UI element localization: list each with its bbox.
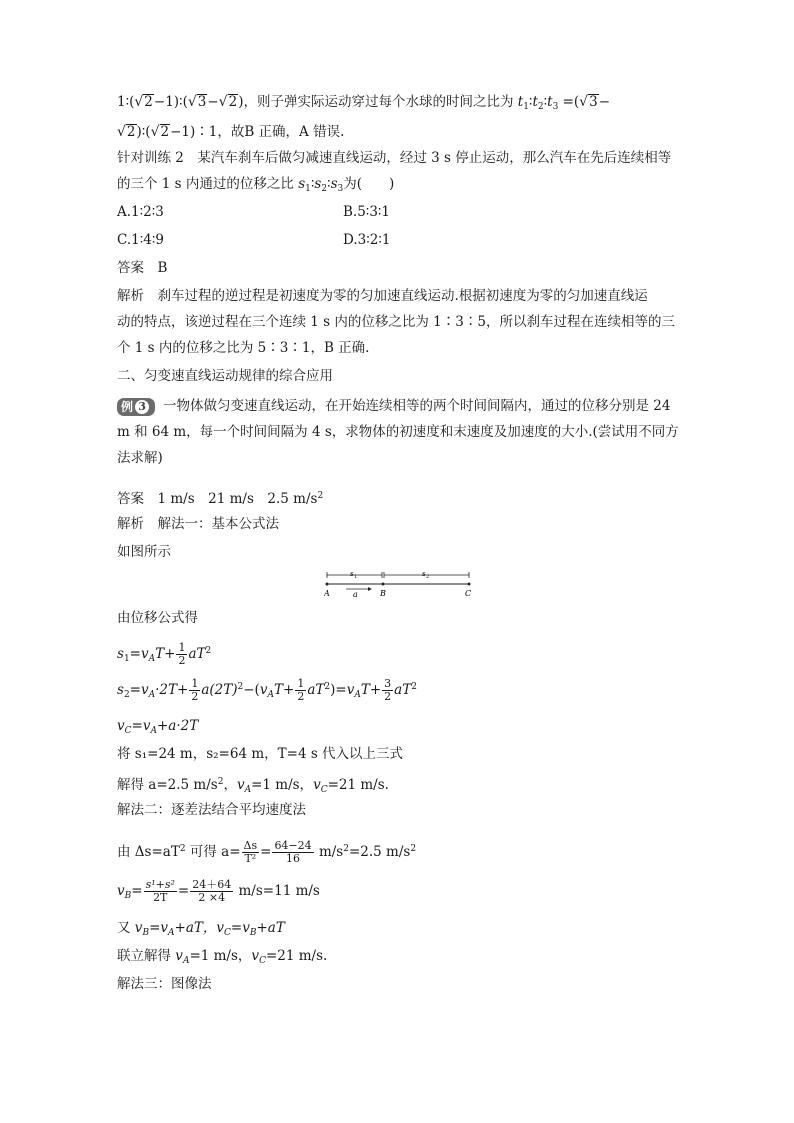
section-heading: 二、匀变速直线运动规律的综合应用 [117,368,333,384]
subscript: 3 [337,184,344,194]
sqrt-symbol: √ [150,124,160,140]
point-a [326,583,329,586]
equation-4: 由 $\Delta s=aT^2$ 可得 a= $\frac{\Delta s}{\text{T²}}$ = $\frac{64-24}{16}$ $m/s^2=2.5$ $m/s^2$ [117,839,417,865]
var: t [517,94,524,110]
sqrt-symbol: √ [134,94,144,110]
subscript: 2 [537,102,544,112]
option-c: C.1∶4∶9 [117,232,164,248]
text: − [207,94,219,110]
radicand: 3 [589,94,598,110]
method-3-heading: 解法三：图像法 [117,976,212,992]
example-line-2: m 和 64 m，每一个时间间隔为 4 s，求物体的初速度和末速度及加速度的大小.(尝试用不同方 [117,424,679,440]
equation-2: $s_2=v_A\cdot 2T+$ $\frac{1}{2}$ $a(2T)^2-(v_AT+$ $\frac{1}{2}$ $aT^2)=v_AT+$ $\frac{3}{2}$ $aT^2$ [117,677,417,703]
var: s [298,176,306,192]
text: 为( ) [343,176,395,192]
solve-2: 联立解得 $v_A=1$ m/s，$v_C=21$ m/s. [117,948,328,966]
subscript: 2 [321,184,328,194]
superscript: 2 [317,491,324,501]
answer-3 [117,486,323,509]
label-s1: s [350,570,354,578]
fraction: $\frac{1}{2}$ [178,641,186,667]
radicand: 2 [126,124,136,140]
sqrt-symbol: √ [187,94,197,110]
text-line-1 [117,92,610,117]
text-line-2 [117,122,344,142]
label-acceleration: a [353,590,358,599]
sqrt-symbol: √ [218,94,228,110]
equation-3: $v_C=v_A+a\cdot 2T$ [117,718,199,736]
text: ∶ [327,176,331,192]
text: −1)∶1，故B 正确，A 错误. [170,124,345,140]
training-question: 针对训练 2 某汽车刹车后做匀减速直线运动，经过 3 s 停止运动，那么汽车在先后连续相等 [117,150,672,166]
text: 一物体做匀变速直线运动，在开始连续相等的两个时间间隔内，通过的位移分别是 24 [163,398,671,414]
example-badge [117,398,155,416]
var: t [547,94,553,110]
text: )，则子弹实际运动穿过每个水球的时间之比为 [238,94,518,110]
label-b-point: B [380,589,386,598]
text: ∶ [310,176,315,192]
var: s [314,176,322,192]
radicand: 2 [160,124,170,140]
equation-6: 又 $v_B=v_A+aT$，$v_C=v_B+aT$ [117,920,285,938]
subscript: 3 [552,102,559,112]
radicand: 2 [144,94,153,110]
text: =( [558,94,580,110]
option-b: B.5∶3∶1 [343,204,391,220]
text: ∶ [543,94,548,110]
point-b [382,583,385,586]
example-label: 例 [121,399,134,414]
var: t [532,94,538,110]
equation-5: $v_B=$ $\frac{\text{s¹+s²}}{2T}$ = $\frac{24+64}{2 \times 4}$ m/s=11 m/s [117,878,320,904]
equation-1: $s_1=v_AT+$ $\frac{1}{2}$ $aT^2$ [117,641,212,667]
text: ∶ [528,94,533,110]
example-line-1 [117,396,670,416]
radicand: 3 [197,94,207,110]
text: 答案 1 m/s 21 m/s 2.5 m/s [117,491,318,507]
text: − [598,94,610,110]
example-number: 3 [135,400,149,414]
svg-text:1: 1 [354,574,358,580]
label-c-point: C [465,589,472,598]
example-line-3: 法求解) [117,450,163,466]
label-s2: s [422,570,426,578]
point-c [468,583,471,586]
radicand: 2 [228,94,238,110]
analysis-3-head: 解析 解法一：基本公式法 [117,516,279,532]
subscript: 1 [305,184,311,194]
subscript: 1 [523,102,529,112]
option-a: A.1∶2∶3 [117,204,164,220]
analysis-1-line-3: 个 1 s 内的位移之比为 5∶3∶1，B 正确. [117,340,370,356]
text: 1∶( [117,94,135,110]
motion-diagram [324,570,474,600]
by-displacement: 由位移公式得 [117,610,198,626]
substitution: 将 s₁=24 m，s₂=64 m，T=4 s 代入以上三式 [117,746,404,762]
sqrt-symbol: √ [117,124,126,140]
svg-text:2: 2 [426,574,430,580]
training-question-line-2 [117,174,394,199]
solve-1: 解得 a=2.5 $m/s^2$，$v_A=1$ m/s，$v_C=21$ m/s. [117,777,389,795]
label-a-point: A [324,589,330,598]
method-2-heading: 解法二：逐差法结合平均速度法 [117,802,306,818]
analysis-1-line-2: 动的特点，该逆过程在三个连续 1 s 内的位移之比为 1∶3∶5，所以刹车过程在连续相等的三 [117,314,675,330]
sqrt-symbol: √ [579,94,589,110]
analysis-1-line-1: 解析 刹车过程的逆过程是初速度为零的匀加速直线运动.根据初速度为零的匀加速直线运 [117,288,648,304]
as-shown: 如图所示 [117,544,171,560]
option-d: D.3∶2∶1 [343,232,391,248]
answer-1: 答案 B [117,260,168,276]
text: )∶( [136,124,151,140]
var: s [330,176,338,192]
text: −1)∶( [153,94,188,110]
text: 的三个 1 s 内通过的位移之比 [117,176,299,192]
